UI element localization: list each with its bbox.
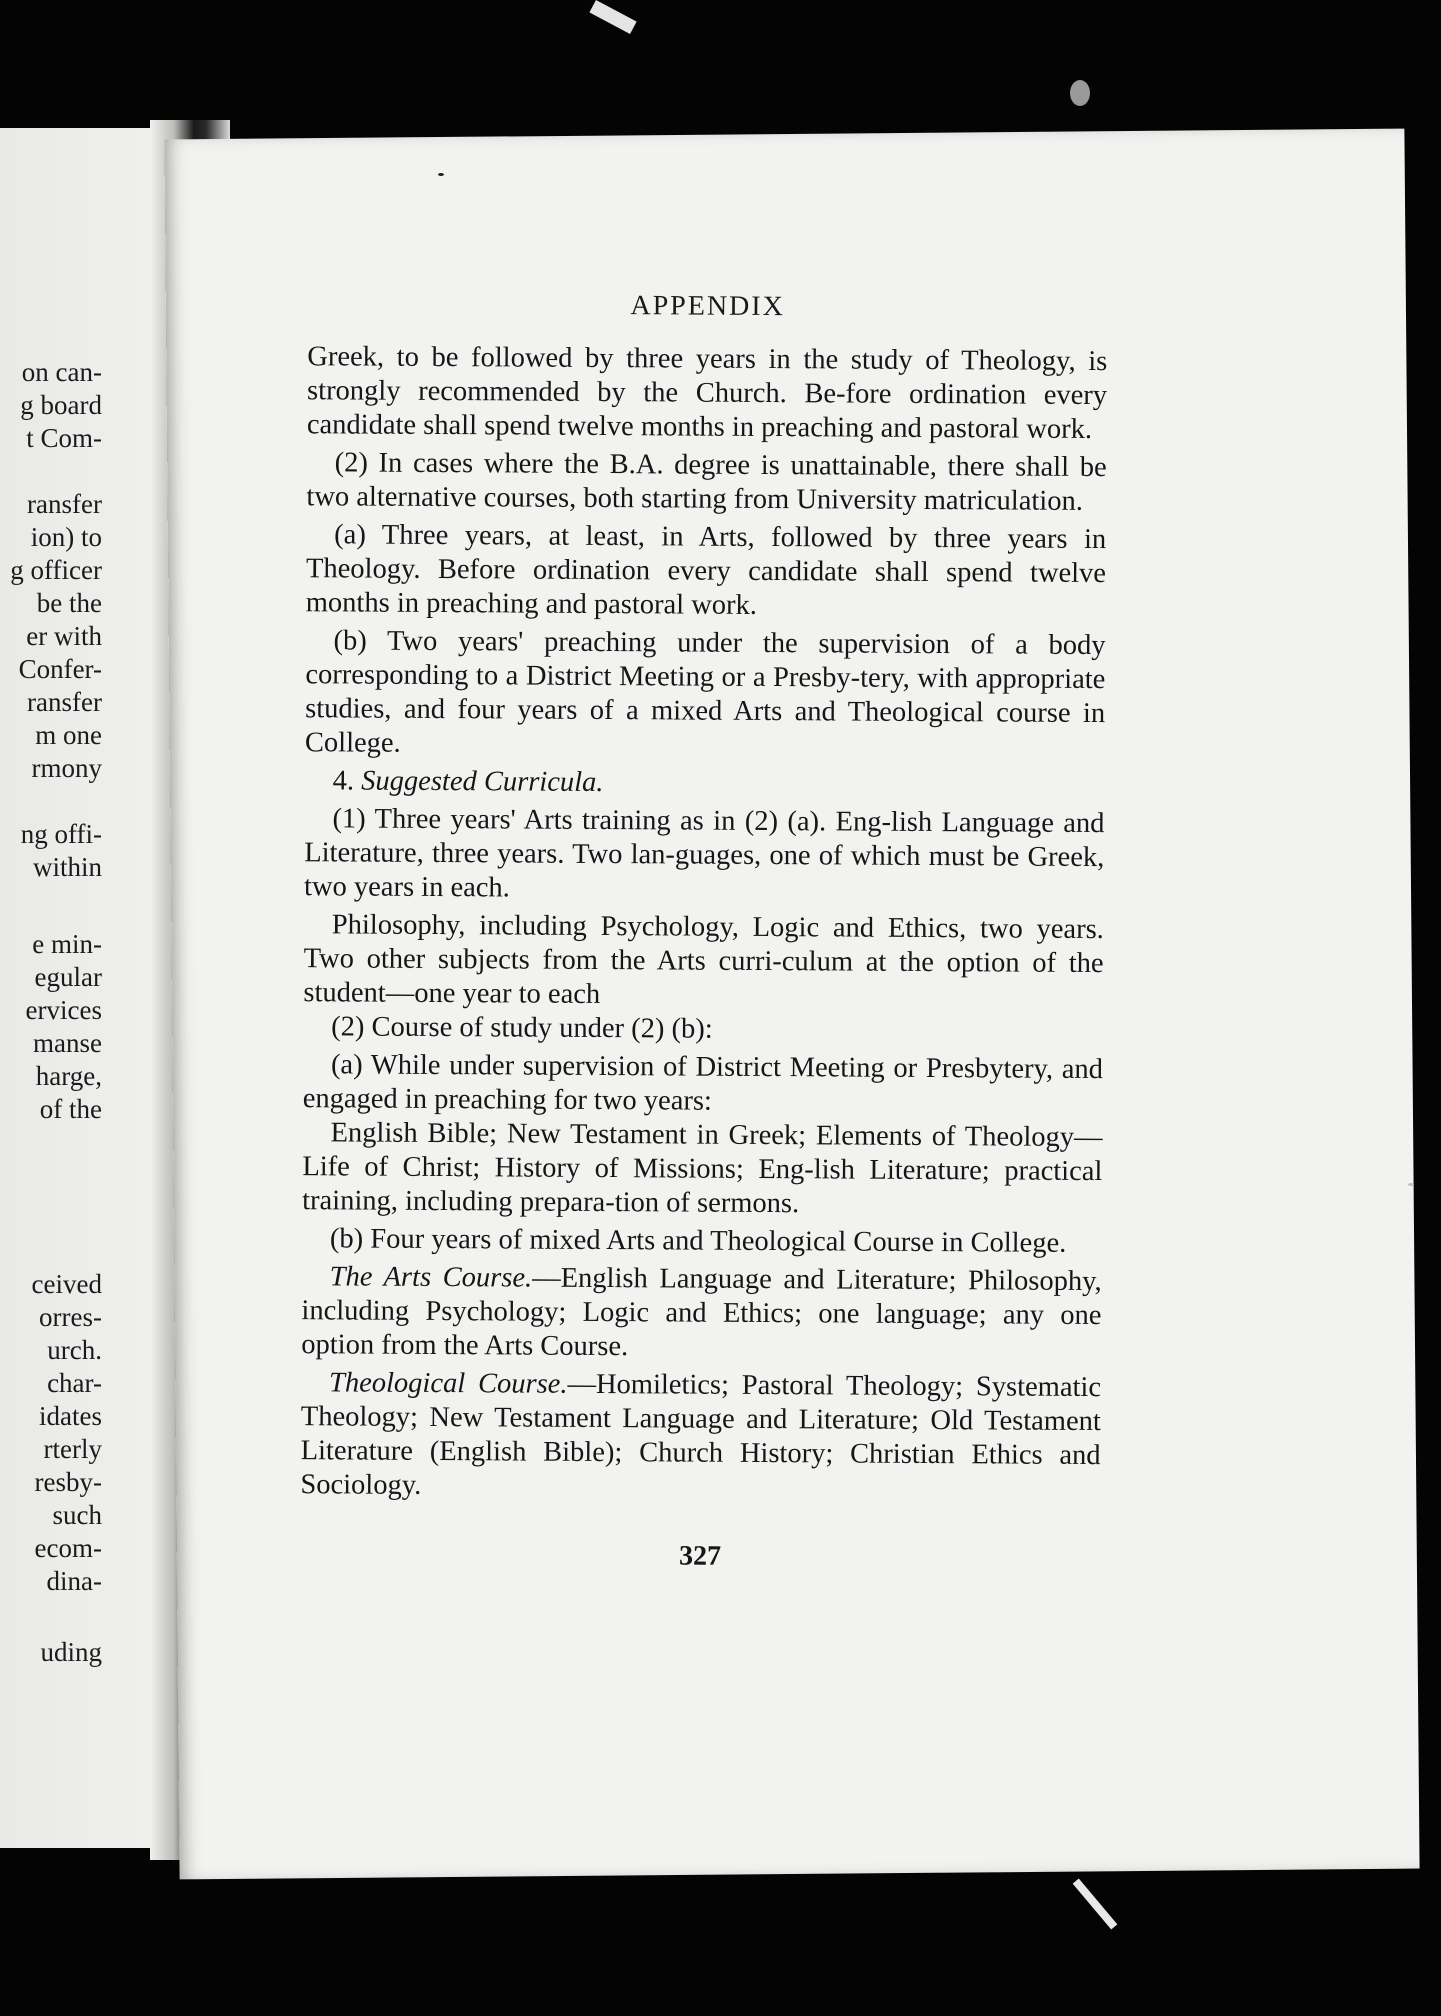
theological-course-text: —Homiletics; Pastoral Theology; Systematic Theology; New Testament Language and Literature; Old Testament Literature (English Bible); Church History; Christian Ethics and Sociology. bbox=[300, 1368, 1102, 1501]
left-page-fragment: harge, bbox=[35, 1061, 102, 1091]
left-page-fragment: rmony bbox=[31, 753, 102, 783]
right-page bbox=[164, 129, 1419, 1880]
running-head: APPENDIX bbox=[630, 290, 785, 323]
left-page-fragment: ecom- bbox=[34, 1533, 102, 1563]
paragraph: English Bible; New Testament in Greek; Elements of Theology—Life of Christ; History of Missions; Eng-lish Literature; practical training, including prepara-tion of sermons. bbox=[302, 1117, 1103, 1220]
left-page-fragment: resby- bbox=[34, 1467, 102, 1497]
left-page-fragment: er with bbox=[26, 621, 102, 651]
left-page-fragment: such bbox=[52, 1500, 102, 1530]
left-page-fragment: on can- bbox=[21, 357, 102, 387]
left-page-fragment: rterly bbox=[43, 1434, 102, 1464]
paragraph bbox=[300, 1366, 1101, 1507]
paragraph: (2) Course of study under (2) (b): bbox=[331, 1011, 713, 1045]
left-page-fragment: dina- bbox=[46, 1566, 102, 1596]
arts-course-text: —English Language and Literature; Philosophy, including Psychology; Logic and Ethics; one language; any one option from the Arts Course. bbox=[301, 1262, 1102, 1363]
left-page-fragment: ion) to bbox=[30, 522, 102, 552]
arts-course-label: The Arts Course. bbox=[329, 1261, 533, 1294]
theological-course-label: Theological Course. bbox=[328, 1367, 568, 1400]
paragraph: (a) Three years, at least, in Arts, followed by three years in Theology. Before ordination every candidate shall spend twelve months in preaching and pastoral work. bbox=[305, 519, 1107, 621]
left-page-fragment: manse bbox=[33, 1028, 102, 1058]
left-page-fragment: urch. bbox=[47, 1335, 102, 1365]
paragraph bbox=[301, 1260, 1102, 1367]
scan-artifact bbox=[1073, 1878, 1118, 1929]
left-page-fragment: idates bbox=[39, 1401, 102, 1431]
left-page-fragment: ransfer bbox=[27, 489, 102, 519]
paragraph: Greek, to be followed by three years in the study of Theology, is strongly recommended by the Church. Be-fore ordination every candidate shall spend twelve months in preaching and pastoral work. bbox=[306, 341, 1108, 445]
left-page-fragment: g officer bbox=[10, 555, 102, 585]
left-page-fragment: ceived bbox=[31, 1269, 102, 1299]
left-page-fragment: egular bbox=[34, 962, 102, 992]
scan-artifact bbox=[589, 0, 636, 34]
left-page-fragment: ransfer bbox=[27, 687, 102, 717]
left-page-fragment: char- bbox=[47, 1368, 102, 1398]
scan-artifact bbox=[1408, 1183, 1414, 1186]
left-page-fragment: m one bbox=[35, 720, 102, 750]
scan-artifact bbox=[1070, 80, 1090, 106]
body-text bbox=[300, 340, 1107, 1507]
left-page-fragment: Confer- bbox=[18, 654, 102, 684]
paragraph: (b) Four years of mixed Arts and Theological Course in College. bbox=[329, 1223, 1067, 1259]
section-title: Suggested Curricula. bbox=[361, 765, 604, 799]
section-heading bbox=[305, 764, 1105, 803]
paragraph: (a) While under supervision of District Meeting or Presbytery, and engaged in preaching for two years: bbox=[302, 1049, 1104, 1117]
paragraph: (2) In cases where the B.A. degree is unattainable, there shall be two alternative courses, both starting from University matriculation. bbox=[306, 447, 1107, 517]
scan-artifact bbox=[438, 173, 444, 176]
paragraph: (1) Three years' Arts training as in (2) (a). Eng-lish Language and Literature, three years. Two lan-guages, one of which must be Greek, two years in each. bbox=[303, 803, 1105, 904]
left-page-fragment: be the bbox=[36, 588, 102, 618]
left-page-fragment: ervices bbox=[25, 995, 102, 1025]
page-content bbox=[300, 288, 1108, 1575]
paragraph: (b) Two years' preaching under the supervision of a body corresponding to a District Meeting or a Presby-tery, with appropriate studies, and four years of a mixed Arts and Theological course in College. bbox=[304, 625, 1106, 759]
left-page-fragment: g board bbox=[20, 390, 102, 420]
left-page-fragment: ng offi- bbox=[20, 819, 102, 849]
left-page-fragment: e min- bbox=[32, 929, 102, 959]
left-page-fragment: uding bbox=[40, 1637, 102, 1667]
left-page-fragment: of the bbox=[39, 1094, 102, 1124]
section-number: 4. bbox=[332, 765, 355, 797]
left-page-fragment: within bbox=[32, 852, 102, 882]
page-number: 327 bbox=[678, 1540, 722, 1572]
left-page-fragment: orres- bbox=[39, 1302, 102, 1332]
paragraph: Philosophy, including Psychology, Logic and Ethics, two years. Two other subjects from the Arts curri-culum at the option of the student—one year to each bbox=[303, 909, 1104, 1010]
left-page-fragment: t Com- bbox=[26, 423, 102, 453]
